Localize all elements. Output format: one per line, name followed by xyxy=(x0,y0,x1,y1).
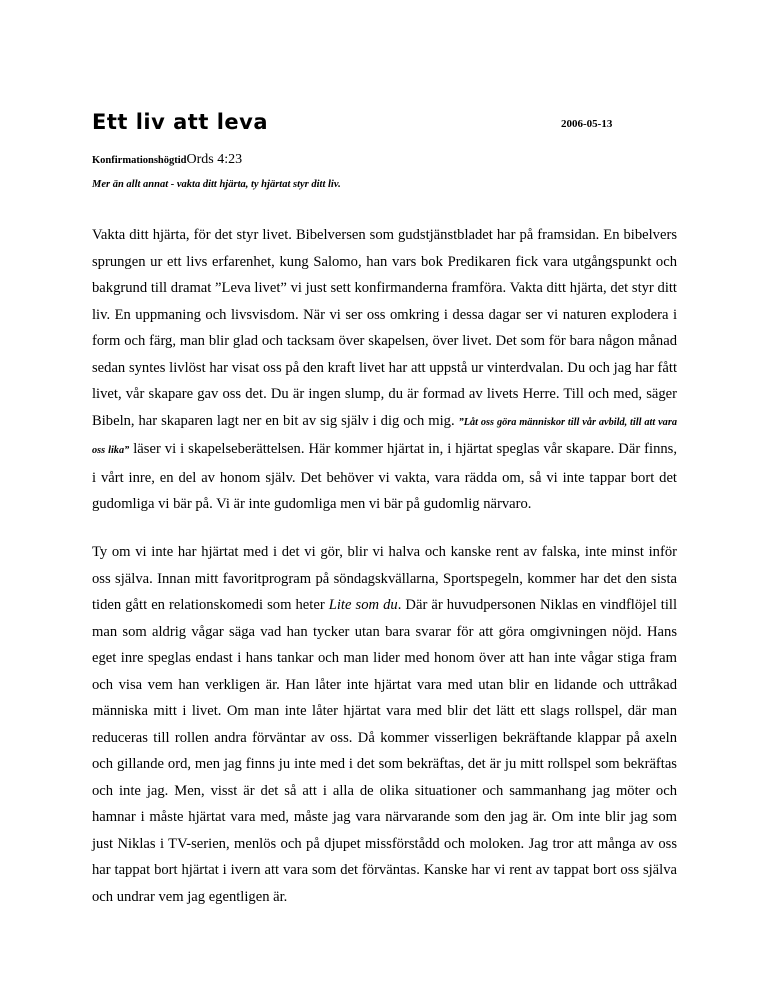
scripture-quote: ”Låt oss göra människor till vår avbild, till att vara oss lika” xyxy=(92,416,677,456)
paragraph-1 xyxy=(92,222,677,518)
bible-verse-motto: Mer än allt annat - vakta ditt hjärta, ty hjärtat styr ditt liv. xyxy=(92,179,341,190)
document-title: Ett liv att leva xyxy=(92,110,268,134)
occasion-label: Konfirmationshögtid xyxy=(92,155,187,166)
bible-reference: Ords 4:23 xyxy=(186,152,243,167)
paragraph-1-text-a: Vakta ditt hjärta, för det styr livet. Bibelversen som gudstjänstbladet har på framsidan. En bibelvers sprungen ur ett livs erfarenhet, kung Salomo, han vars bok Predikaren fick vara utgångspunkt och bakgrund till dramat ”Leva livet” vi just sett konfirmanderna framföra. Vakta ditt hjärta, det styr ditt liv. En uppmaning och livsvisdom. När vi ser oss omkring i dessa dagar ser vi naturen explodera i form och färg, man blir glad och tacksam över skapelsen, över livet. Det som för bara någon månad sedan syntes livlöst har visat oss på den kraft livet har att uppstå ur vinterdvalan. Du och jag har fått livet, vår skapare gav oss det. Du är ingen slump, du är formad av livets Herre. Till och med, säger Bibeln, har skaparen lagt ner en bit av sig själv i dig och mig. xyxy=(92,227,677,429)
occasion-line xyxy=(92,152,242,168)
paragraph-2-text-a: Ty om vi inte har hjärtat med i det vi gör, blir vi halva och kanske rent av falska, inte minst inför oss själva. Innan mitt favoritprogram på söndagskvällarna, Sportspegeln, kommer har det den sista tiden gått en relationskomedi som heter xyxy=(92,544,677,613)
tv-show-title: Lite som du xyxy=(328,597,398,613)
document-date: 2006-05-13 xyxy=(561,118,613,130)
paragraph-2 xyxy=(92,539,677,910)
paragraph-2-text-b: . Där är huvudpersonen Niklas en vindflöjel till man som aldrig vågar säga vad han tycker utan bara svarar för att göra omgivningen nöjd. Hans eget inre speglas endast i hans tankar och man lider med honom över att han inte vågar stiga fram och visa vem han verkligen är. Han låter inte hjärtat vara med utan blir en lidande och uttråkad människa mitt i livet. Om man inte låter hjärtat vara med blir det lätt ett slags rollspel, där man reduceras till rollen andra förväntar av oss. Då kommer visserligen bekräftande klappar på axeln och gillande ord, men jag finns ju inte med i det som bekräftas, det är ju mitt rollspel som bekräftas och inte jag. Men, visst är det så att i alla de olika situationer och sammanhang jag möter och hamnar i måste hjärtat vara med, måste jag vara närvarande som den jag är. Om inte blir jag som just Niklas i TV-serien, menlös och på djupet missförstådd och moloken. Jag tror att många av oss har tappat bort hjärtat i ivern att vara som det förväntas. Kanske har vi rent av tappat bort oss själva och undrar vem jag egentligen är. xyxy=(92,597,678,905)
paragraph-1-text-b: läser vi i skapelseberättelsen. Här kommer hjärtat in, i hjärtat speglas vår skapare. Där finns, i vårt inre, en del av honom själv. Det behöver vi vakta, vara rädda om, så vi inte tappar bort det gudomliga vi bär på. Vi är inte gudomliga men vi bär på gudomlig närvaro. xyxy=(92,441,677,512)
